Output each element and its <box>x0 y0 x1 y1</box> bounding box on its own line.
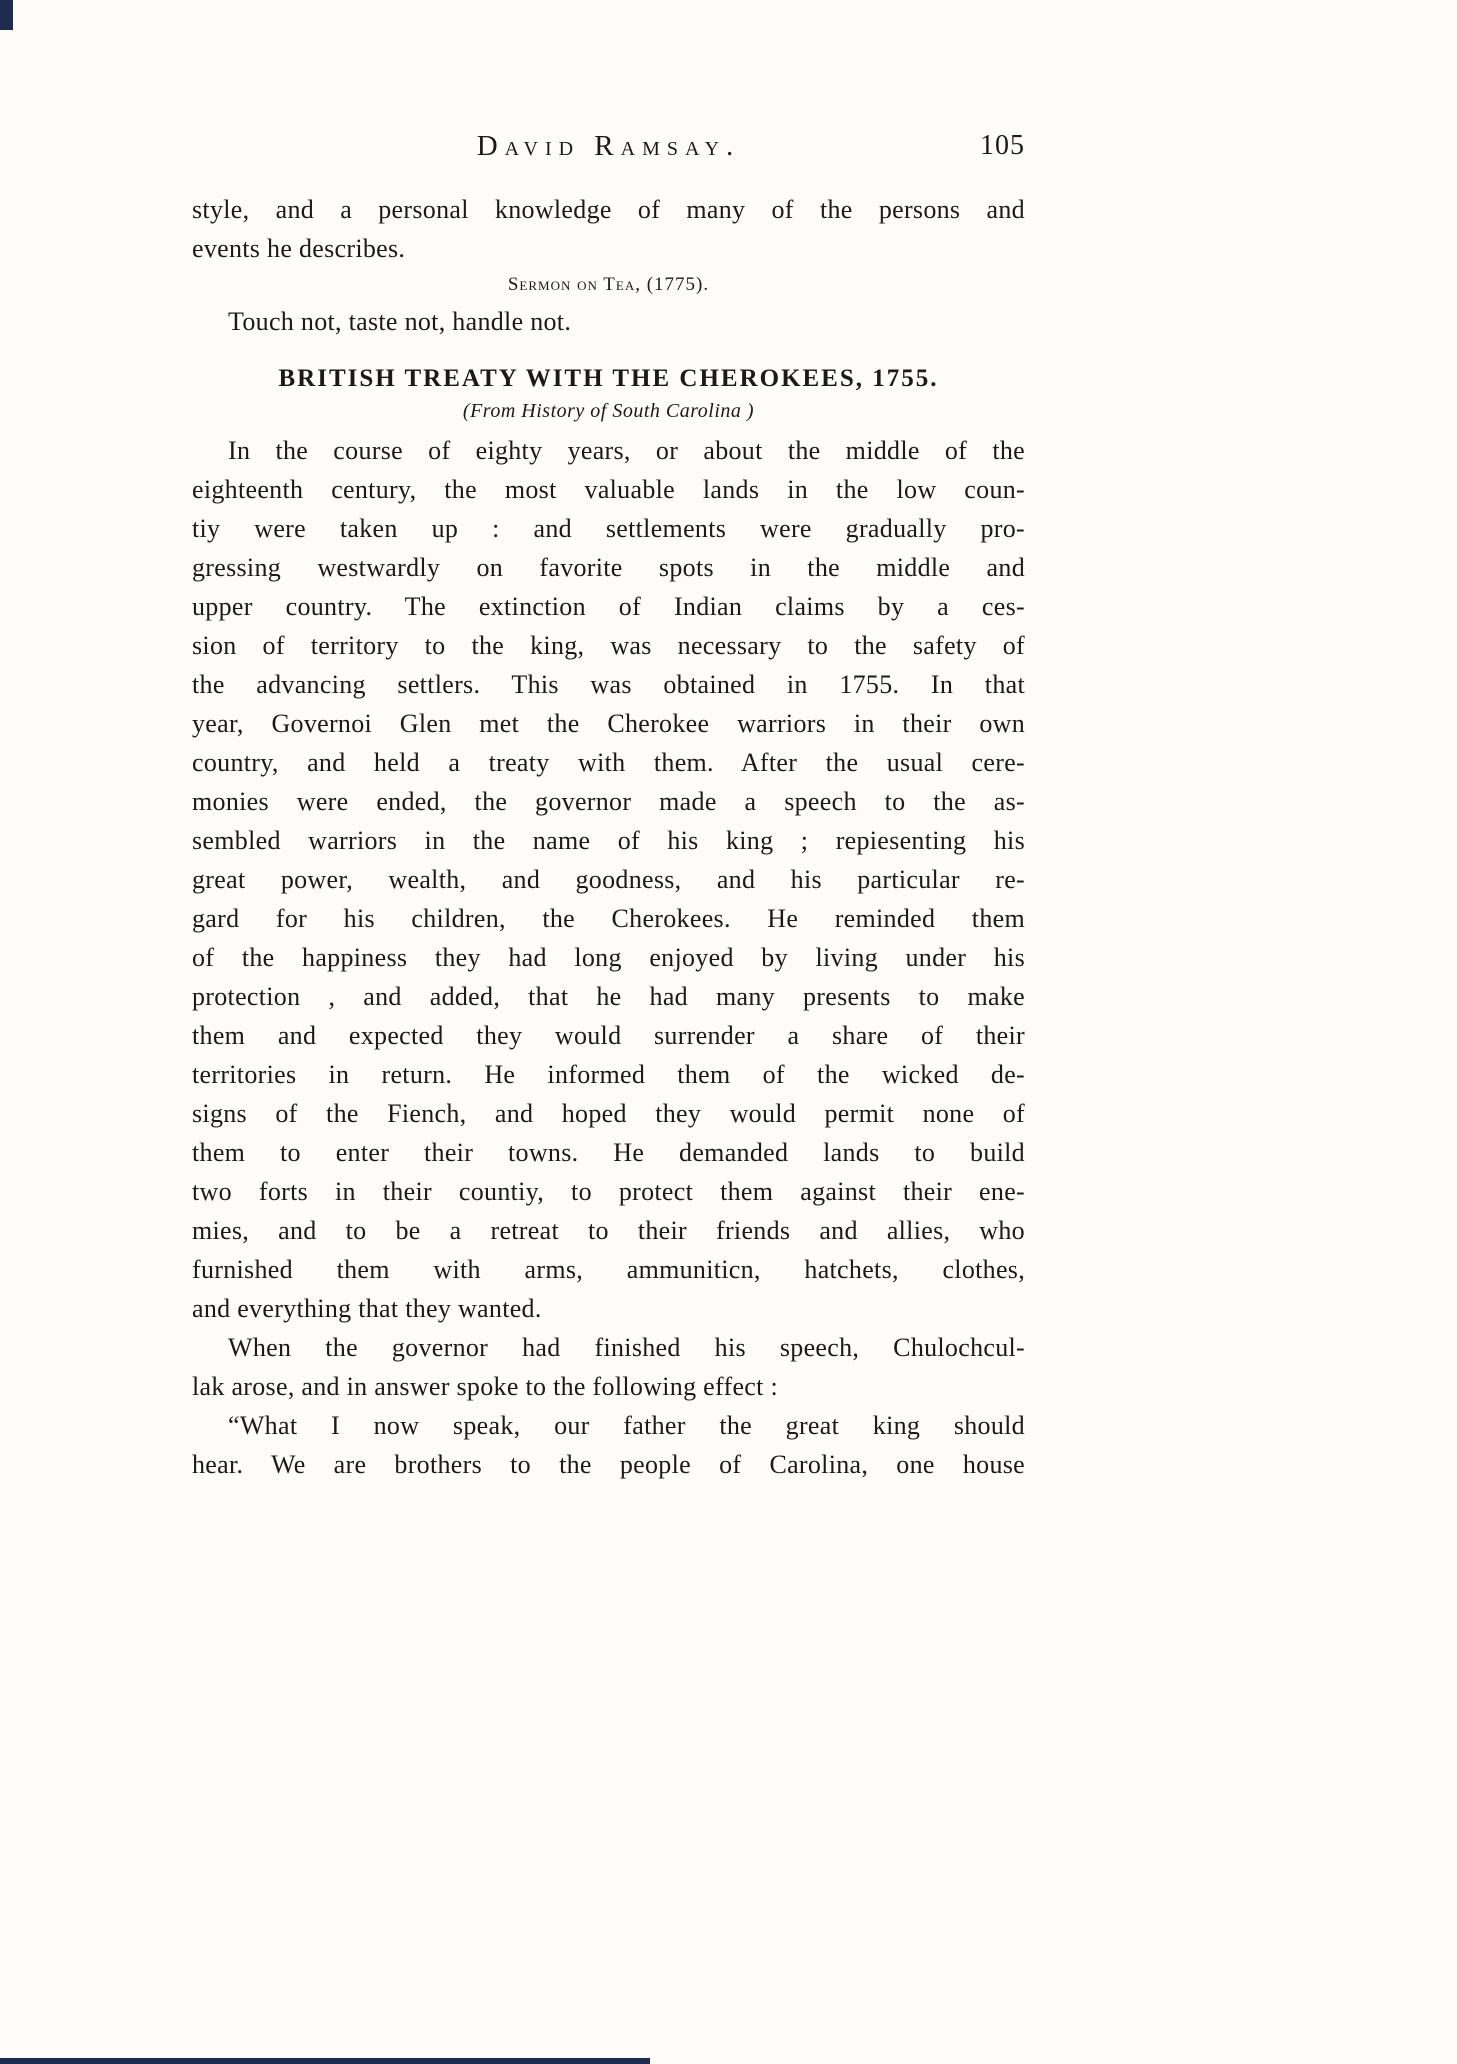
text-line: style, and a personal knowledge of many of the persons and <box>192 195 1025 224</box>
text-line: the advancing settlers. This was obtained in 1755. In that <box>192 670 1025 699</box>
page-body <box>192 190 1025 1484</box>
text-line: mies, and to be a retreat to their friends and allies, who <box>192 1216 1025 1245</box>
text-line: Touch not, taste not, handle not. <box>228 307 572 336</box>
paragraph <box>192 1328 1025 1406</box>
paragraph <box>192 1406 1025 1484</box>
text-line: tiy were taken up : and settlements were gradually pro- <box>192 514 1025 543</box>
text-line: hear. We are brothers to the people of Carolina, one house <box>192 1450 1025 1479</box>
text-line: two forts in their countiy, to protect them against their ene- <box>192 1177 1025 1206</box>
text-line: In the course of eighty years, or about the middle of the <box>228 436 1025 465</box>
page-header <box>192 128 1025 164</box>
text-line: sembled warriors in the name of his king ; repiesenting his <box>192 826 1025 855</box>
text-line: gard for his children, the Cherokees. He reminded them <box>192 904 1025 933</box>
text-line: them and expected they would surrender a share of their <box>192 1021 1025 1050</box>
scan-edge-artifact <box>0 0 13 30</box>
text-line: furnished them with arms, ammuniticn, hatchets, clothes, <box>192 1255 1025 1284</box>
scan-edge-artifact <box>0 2058 650 2064</box>
page-number: 105 <box>980 130 1025 161</box>
page-content <box>192 0 1025 1484</box>
text-line: signs of the Fiench, and hoped they would permit none of <box>192 1099 1025 1128</box>
text-line: great power, wealth, and goodness, and his particular re- <box>192 865 1025 894</box>
paragraph <box>192 190 1025 268</box>
text-line: of the happiness they had long enjoyed by living under his <box>192 943 1025 972</box>
text-line: protection , and added, that he had many presents to make <box>192 982 1025 1011</box>
text-line: sion of territory to the king, was necessary to the safety of <box>192 631 1025 660</box>
text-line: monies were ended, the governor made a speech to the as- <box>192 787 1025 816</box>
text-line: “What I now speak, our father the great king should <box>228 1411 1025 1440</box>
paragraph <box>192 302 1025 341</box>
text-line: lak arose, and in answer spoke to the following effect : <box>192 1372 778 1401</box>
text-line: eighteenth century, the most valuable lands in the low coun- <box>192 475 1025 504</box>
text-line: year, Governoi Glen met the Cherokee warriors in their own <box>192 709 1025 738</box>
text-line: upper country. The extinction of Indian claims by a ces- <box>192 592 1025 621</box>
paragraph <box>192 431 1025 1328</box>
section-subheading: (From History of South Carolina ) <box>462 400 755 422</box>
text-line: country, and held a treaty with them. After the usual cere- <box>192 748 1025 777</box>
text-line: territories in return. He informed them of the wicked de- <box>192 1060 1025 1089</box>
running-title: David Ramsay. <box>476 130 741 162</box>
section-heading: BRITISH TREATY WITH THE CHEROKEES, 1755. <box>278 365 939 392</box>
text-line: gressing westwardly on favorite spots in the middle and <box>192 553 1025 582</box>
text-line: events he describes. <box>192 234 406 263</box>
text-line: them to enter their towns. He demanded lands to build <box>192 1138 1025 1167</box>
text-line: When the governor had finished his speech, Chulochcul- <box>228 1333 1025 1362</box>
text-line: and everything that they wanted. <box>192 1294 542 1323</box>
source-caption: Sermon on Tea, (1775). <box>507 274 710 295</box>
